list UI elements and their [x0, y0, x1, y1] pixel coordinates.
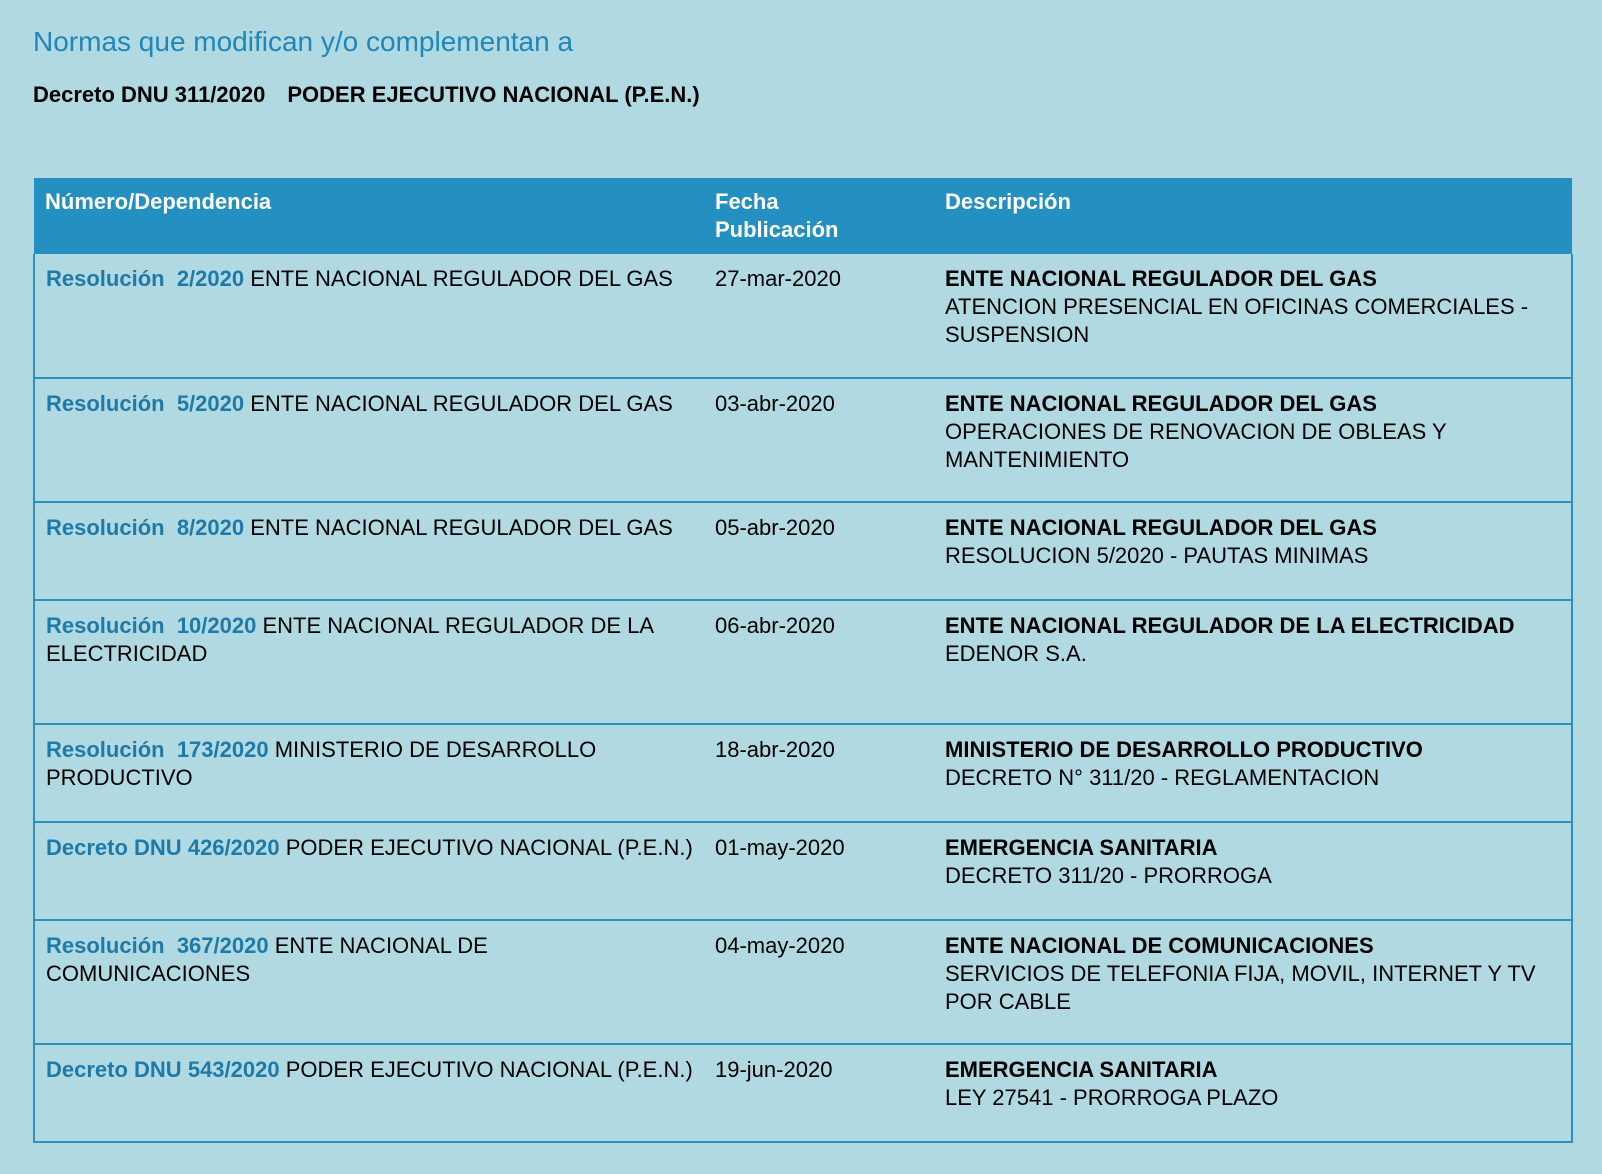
descripcion-cell — [934, 1044, 1572, 1142]
descripcion-body: ATENCION PRESENCIAL EN OFICINAS COMERCIALES - SUSPENSION — [945, 294, 1529, 347]
descripcion-body: RESOLUCION 5/2020 - PAUTAS MINIMAS — [945, 543, 1369, 568]
descripcion-title: MINISTERIO DE DESARROLLO PRODUCTIVO — [945, 737, 1423, 762]
column-header-fecha-line1: Fecha — [715, 189, 779, 214]
fecha-cell: 05-abr-2020 — [704, 502, 934, 600]
numero-cell — [34, 724, 704, 822]
norma-link[interactable]: Decreto DNU 426/2020 — [46, 835, 280, 860]
descripcion-cell — [934, 254, 1572, 378]
column-header-numero: Número/Dependencia — [34, 178, 704, 254]
numero-cell — [34, 822, 704, 920]
table-row — [34, 600, 1572, 724]
dependencia-text: ENTE NACIONAL DE COMUNICACIONES — [46, 933, 488, 986]
table-row — [34, 502, 1572, 600]
norma-link[interactable]: Resolución 8/2020 — [46, 515, 245, 540]
descripcion-cell — [934, 920, 1572, 1044]
column-header-fecha-line2: Publicación — [715, 217, 839, 242]
descripcion-cell — [934, 502, 1572, 600]
norma-link[interactable]: Resolución 367/2020 — [46, 933, 269, 958]
table-row — [34, 920, 1572, 1044]
norma-link[interactable]: Resolución 173/2020 — [46, 737, 269, 762]
norma-name: Decreto DNU 311/2020 — [33, 82, 266, 107]
descripcion-title: ENTE NACIONAL DE COMUNICACIONES — [945, 933, 1374, 958]
norma-link[interactable]: Resolución 10/2020 — [46, 613, 257, 638]
page-title: Normas que modifican y/o complementan a — [33, 26, 574, 57]
descripcion-cell — [934, 600, 1572, 724]
descripcion-title: ENTE NACIONAL REGULADOR DE LA ELECTRICIDAD — [945, 613, 1515, 638]
table-row — [34, 378, 1572, 502]
table-row — [34, 254, 1572, 378]
dependencia-text: ENTE NACIONAL REGULADOR DEL GAS — [250, 266, 673, 291]
descripcion-body: OPERACIONES DE RENOVACION DE OBLEAS Y MANTENIMIENTO — [945, 419, 1447, 472]
descripcion-cell — [934, 378, 1572, 502]
descripcion-body: LEY 27541 - PRORROGA PLAZO — [945, 1085, 1279, 1110]
dependencia-text: MINISTERIO DE DESARROLLO PRODUCTIVO — [46, 737, 597, 790]
descripcion-title: ENTE NACIONAL REGULADOR DEL GAS — [945, 266, 1377, 291]
descripcion-title: EMERGENCIA SANITARIA — [945, 1057, 1218, 1082]
numero-cell — [34, 920, 704, 1044]
numero-cell — [34, 502, 704, 600]
dependencia-text: ENTE NACIONAL REGULADOR DEL GAS — [250, 391, 673, 416]
fecha-cell: 19-jun-2020 — [704, 1044, 934, 1142]
fecha-cell: 18-abr-2020 — [704, 724, 934, 822]
numero-cell — [34, 1044, 704, 1142]
descripcion-title: EMERGENCIA SANITARIA — [945, 835, 1218, 860]
fecha-cell: 04-may-2020 — [704, 920, 934, 1044]
descripcion-title: ENTE NACIONAL REGULADOR DEL GAS — [945, 515, 1377, 540]
table-row — [34, 724, 1572, 822]
column-header-fecha — [704, 178, 934, 254]
numero-cell — [34, 254, 704, 378]
dependencia-text: PODER EJECUTIVO NACIONAL (P.E.N.) — [285, 1057, 693, 1082]
normas-table — [33, 178, 1573, 1143]
dependencia-text: ENTE NACIONAL REGULADOR DE LA ELECTRICIDAD — [46, 613, 653, 666]
descripcion-body: EDENOR S.A. — [945, 641, 1087, 666]
norma-link[interactable]: Resolución 5/2020 — [46, 391, 245, 416]
norma-link[interactable]: Decreto DNU 543/2020 — [46, 1057, 280, 1082]
column-header-descripcion: Descripción — [934, 178, 1572, 254]
numero-cell — [34, 378, 704, 502]
norma-dependencia: PODER EJECUTIVO NACIONAL (P.E.N.) — [287, 82, 700, 107]
descripcion-title: ENTE NACIONAL REGULADOR DEL GAS — [945, 391, 1377, 416]
descripcion-body: DECRETO N° 311/20 - REGLAMENTACION — [945, 765, 1380, 790]
table-header-row — [34, 178, 1572, 254]
fecha-cell: 03-abr-2020 — [704, 378, 934, 502]
fecha-cell: 01-may-2020 — [704, 822, 934, 920]
numero-cell — [34, 600, 704, 724]
table-row — [34, 822, 1572, 920]
fecha-cell: 27-mar-2020 — [704, 254, 934, 378]
dependencia-text: ENTE NACIONAL REGULADOR DEL GAS — [250, 515, 673, 540]
dependencia-text: PODER EJECUTIVO NACIONAL (P.E.N.) — [285, 835, 693, 860]
descripcion-cell — [934, 822, 1572, 920]
norma-subtitle — [33, 82, 700, 108]
fecha-cell: 06-abr-2020 — [704, 600, 934, 724]
norma-link[interactable]: Resolución 2/2020 — [46, 266, 245, 291]
descripcion-cell — [934, 724, 1572, 822]
table-row — [34, 1044, 1572, 1142]
descripcion-body: SERVICIOS DE TELEFONIA FIJA, MOVIL, INTERNET Y TV POR CABLE — [945, 961, 1536, 1014]
descripcion-body: DECRETO 311/20 - PRORROGA — [945, 863, 1272, 888]
